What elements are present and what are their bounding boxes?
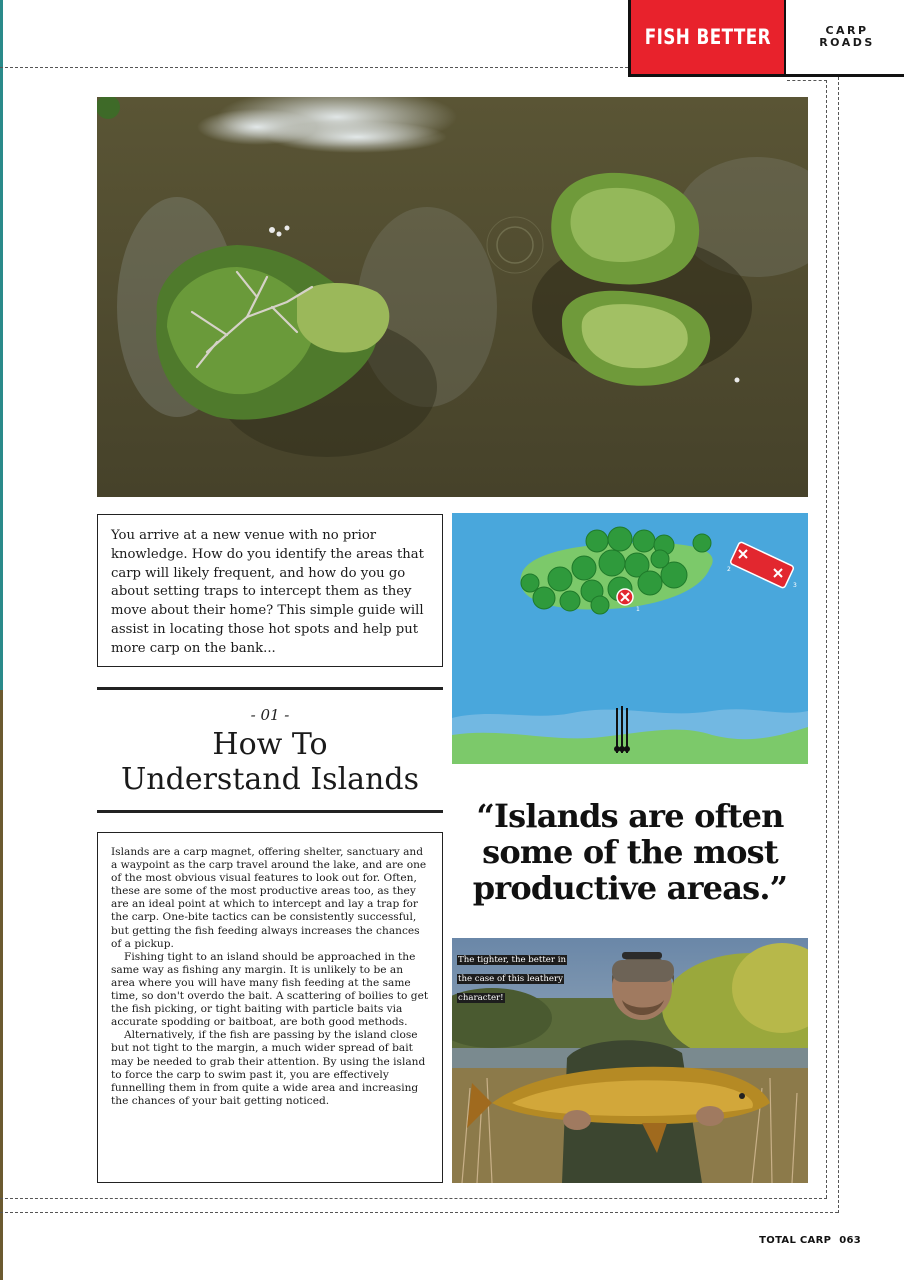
series-label-line1: CARP (825, 24, 869, 37)
dashed-border-right (838, 77, 839, 1213)
dashed-border-bottom-inner (0, 1198, 827, 1199)
section-rule-top (97, 687, 443, 690)
section-tab-label: FISH BETTER (644, 25, 771, 49)
photo-caption (457, 947, 567, 1004)
body-paragraph-1: Islands are a carp magnet, offering shelter, sanctuary and a waypoint as the carp travel around the lake, and are one of the most obvious visual features to look out for. Often, these are some of the most productive areas too, as they are an ideal point at which to intercept and lay a trap for the carp. One-bite tactics can be consistently successful, but getting the fish feeding always increases the chances of a pickup. (111, 846, 427, 950)
magazine-name: TOTAL CARP (759, 1235, 832, 1246)
dashed-border-bottom (0, 1212, 838, 1213)
hero-aerial-photo (97, 97, 808, 497)
page-number: 063 (839, 1235, 861, 1246)
marker-label-2: 2 (727, 566, 731, 573)
dashed-border-top-right (787, 80, 827, 81)
body-paragraph-3: Alternatively, if the fish are passing by the island close but not tight to the margin, a much wider spread of bait may be needed to grab their attention. By using the island to force the carp to swim past it, you are effectively funnelling them in from quite a wide area and increasing the chances of your bait getting noticed. (111, 1029, 426, 1107)
dashed-border-right-inner (826, 80, 827, 1198)
island-diagram (452, 513, 808, 764)
pull-quote-line3: productive areas.” (472, 869, 788, 907)
intro-box (97, 514, 443, 667)
body-paragraph-2: Fishing tight to an island should be approached in the same way as fishing any margin. It is unlikely to be an area where you will have many fish feeding at the same time, so don't overdo the bait. A scattering of boilies to get the fish picking, or tight baiting with particle baits via accurate spodding or baitboat, are both good methods. (111, 950, 429, 1029)
series-label-line2: ROADS (819, 36, 875, 49)
series-tab (786, 0, 904, 77)
photo-caption-text: The tighter, the better in the case of this leathery character! (458, 955, 566, 1003)
pull-quote-line2: some of the most (482, 833, 778, 871)
island-diagram-graphic (452, 513, 808, 764)
section-title-line1: How To (212, 727, 328, 762)
article-body-box (97, 832, 443, 1183)
dashed-border-top (0, 67, 628, 68)
pull-quote (452, 798, 808, 906)
section-tab (628, 0, 787, 77)
page-footer (759, 1235, 861, 1246)
rod-pod-icon (615, 706, 629, 753)
section-number: - 01 - (250, 706, 290, 724)
marker-label-3: 3 (793, 582, 797, 589)
marker-label-1: 1 (636, 606, 640, 613)
section-rule-bottom (97, 810, 443, 813)
aerial-lake-image (97, 97, 808, 497)
page-edge-strip-lower (0, 690, 3, 1280)
section-title-line2: Understand Islands (121, 762, 419, 797)
intro-text: You arrive at a new venue with no prior knowledge. How do you identify the areas that carp will likely frequent, and how do you go about setting traps to intercept them as they move about their home? This simple guide will assist in locating those hot spots and help put more carp on the bank... (111, 528, 424, 656)
pull-quote-line1: “Islands are often (476, 797, 784, 835)
section-title (97, 727, 443, 797)
